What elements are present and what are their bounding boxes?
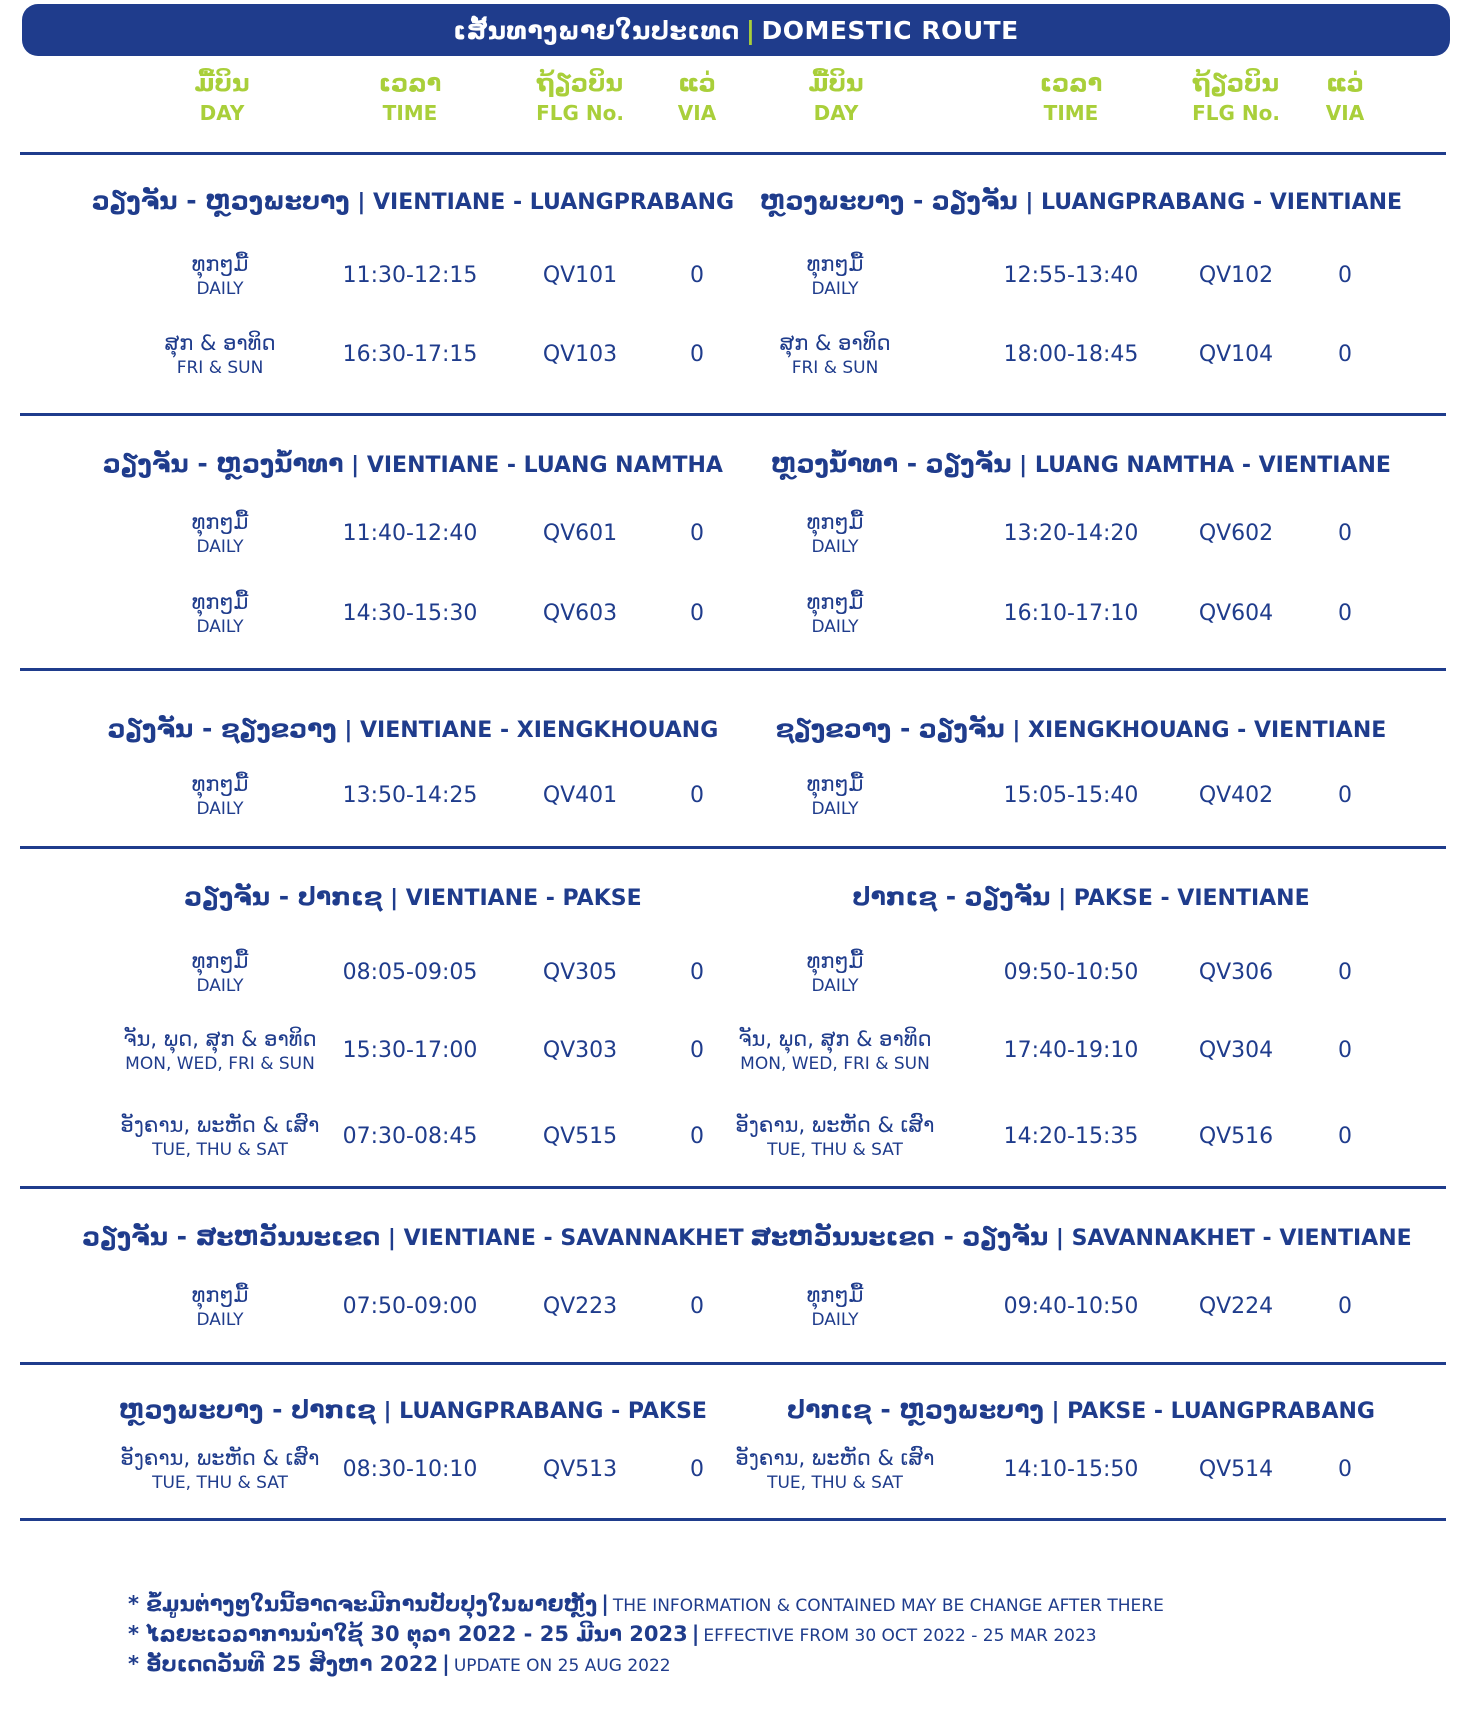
flight-number: QV103	[542, 342, 618, 367]
flight-day	[192, 770, 249, 820]
route-title-separator: |	[1017, 190, 1042, 215]
flight-day-english: DAILY	[811, 976, 859, 996]
flight-time: 14:20-15:35	[1003, 1124, 1139, 1149]
flight-day-english: MON, WED, FRI & SUN	[740, 1054, 930, 1074]
route-title-english: VIENTIANE - LUANGPRABANG	[373, 190, 735, 215]
route-title-separator: |	[380, 1226, 404, 1251]
flight-time: 13:20-14:20	[1003, 521, 1139, 546]
flight-time: 15:05-15:40	[1003, 783, 1139, 808]
flight-time: 11:40-12:40	[342, 521, 478, 546]
flight-day-lao: ທຸກໆມື້	[806, 510, 864, 534]
flight-time: 08:05-09:05	[342, 960, 478, 985]
flight-day	[192, 1281, 249, 1331]
flight-day-english: DAILY	[811, 617, 859, 637]
flight-via: 0	[690, 263, 704, 288]
route-title-lao: ປາກເຊ - ຫຼວງພະບາງ	[787, 1395, 1044, 1424]
flight-day-lao: ທຸກໆມື້	[191, 252, 249, 276]
flight-day	[807, 250, 864, 300]
flight-day-lao: ທຸກໆມື້	[191, 590, 249, 614]
flight-day	[780, 329, 891, 379]
header-day-lao: ມື້ບິນ	[194, 69, 250, 97]
footnote-update-notice	[128, 1590, 1164, 1620]
flight-day-english: DAILY	[196, 976, 244, 996]
route-title-separator: |	[1050, 886, 1074, 911]
flight-via: 0	[1338, 1124, 1352, 1149]
flight-day-english: DAILY	[196, 617, 244, 637]
flight-day-lao: ຈັນ, ພຸດ, ສຸກ & ອາທິດ	[738, 1027, 932, 1051]
route-title-separator: |	[1004, 718, 1029, 743]
banner-separator: |	[745, 15, 756, 45]
flight-time: 07:50-09:00	[342, 1294, 478, 1319]
route-title-separator: |	[349, 190, 374, 215]
flight-time: 09:50-10:50	[1003, 960, 1139, 985]
flight-number: QV104	[1198, 342, 1274, 367]
header-day-lao: ມື້ບິນ	[808, 69, 864, 97]
flight-number: QV304	[1198, 1038, 1274, 1063]
flight-number: QV303	[542, 1038, 618, 1063]
route-title-lao: ຊຽງຂວາງ - ວຽງຈັນ	[775, 714, 1005, 743]
header-day-right	[786, 68, 886, 128]
header-time-en: TIME	[1043, 101, 1099, 125]
header-flight-lao: ຖ້ຽວບິນ	[1192, 69, 1280, 97]
flight-day-lao: ທຸກໆມື້	[806, 590, 864, 614]
flight-number: QV514	[1198, 1457, 1274, 1482]
flight-day-english: DAILY	[811, 537, 859, 557]
route-title	[787, 1395, 1375, 1424]
header-via-lao: ແວ່	[1326, 69, 1364, 97]
flight-day-lao: ທຸກໆມື້	[806, 252, 864, 276]
route-title	[119, 1395, 707, 1424]
header-day-left	[172, 68, 272, 128]
flight-number: QV513	[542, 1457, 618, 1482]
flight-number: QV223	[542, 1294, 618, 1319]
footnote-english: UPDATE ON 25 AUG 2022	[453, 1656, 671, 1676]
flight-day	[738, 1025, 931, 1075]
flight-time: 11:30-12:15	[342, 263, 478, 288]
header-flight-en: FLG No.	[536, 101, 624, 125]
header-day-en: DAY	[199, 101, 245, 125]
route-title	[852, 882, 1309, 911]
page-banner	[22, 4, 1450, 56]
flight-number: QV602	[1198, 521, 1274, 546]
flight-time: 18:00-18:45	[1003, 342, 1139, 367]
section-divider	[20, 152, 1446, 155]
flight-day-lao: ສຸກ & ອາທິດ	[164, 331, 276, 355]
flight-day-lao: ອັງຄານ, ພະຫັດ & ເສົາ	[735, 1113, 935, 1137]
route-title-separator: |	[375, 1399, 400, 1424]
route-title-lao: ວຽງຈັນ - ສະຫວັນນະເຂດ	[82, 1222, 381, 1251]
route-title-english: VIENTIANE - XIENGKHOUANG	[360, 718, 719, 743]
flight-via: 0	[690, 601, 704, 626]
footnote-separator: |	[442, 1652, 450, 1676]
header-time-lao: ເວລາ	[378, 69, 442, 97]
flight-time: 13:50-14:25	[342, 783, 478, 808]
flight-day-english: TUE, THU & SAT	[152, 1473, 288, 1493]
flight-day	[807, 947, 864, 997]
route-title-separator: |	[336, 718, 361, 743]
route-title-lao: ປາກເຊ - ວຽງຈັນ	[852, 882, 1051, 911]
header-time-left	[360, 68, 460, 128]
flight-number: QV224	[1198, 1294, 1274, 1319]
flight-number: QV603	[542, 601, 618, 626]
section-divider	[20, 846, 1446, 849]
footnote-lao: * ໄລຍະເວລາການນຳໃຊ້ 30 ຕຸລາ 2022 - 25 ມີນາ 2023	[128, 1622, 688, 1646]
route-title-english: LUANG NAMTHA - VIENTIANE	[1034, 453, 1391, 478]
flight-day-english: MON, WED, FRI & SUN	[125, 1054, 315, 1074]
flight-day	[165, 329, 276, 379]
flight-via: 0	[690, 1457, 704, 1482]
flight-day-lao: ທຸກໆມື້	[191, 510, 249, 534]
header-flight-en: FLG No.	[1192, 101, 1280, 125]
route-title-english: LUANGPRABANG - PAKSE	[399, 1399, 707, 1424]
flight-number: QV305	[542, 960, 618, 985]
flight-time: 14:30-15:30	[342, 601, 478, 626]
flight-via: 0	[690, 960, 704, 985]
flight-via: 0	[690, 1038, 704, 1063]
flight-day-lao: ອັງຄານ, ພະຫັດ & ເສົາ	[120, 1446, 320, 1470]
route-title-english: PAKSE - LUANGPRABANG	[1067, 1399, 1375, 1424]
route-title-english: SAVANNAKHET - VIENTIANE	[1071, 1226, 1412, 1251]
flight-day	[120, 1111, 319, 1161]
route-title	[82, 1222, 743, 1251]
flight-time: 17:40-19:10	[1003, 1038, 1139, 1063]
flight-day-lao: ທຸກໆມື້	[806, 1283, 864, 1307]
section-divider	[20, 413, 1446, 416]
banner-english-title: DOMESTIC ROUTE	[761, 15, 1019, 45]
route-title-english: VIENTIANE - LUANG NAMTHA	[366, 453, 723, 478]
header-time-en: TIME	[382, 101, 438, 125]
route-title	[92, 186, 734, 215]
flight-via: 0	[1338, 1294, 1352, 1319]
flight-via: 0	[1338, 342, 1352, 367]
flight-time: 15:30-17:00	[342, 1038, 478, 1063]
section-divider	[20, 668, 1446, 671]
header-via-en: VIA	[1325, 101, 1365, 125]
route-title-lao: ວຽງຈັນ - ຫຼວງພະບາງ	[91, 186, 350, 215]
flight-day-lao: ທຸກໆມື້	[806, 772, 864, 796]
flight-day-lao: ທຸກໆມື້	[806, 949, 864, 973]
footnote-update-date	[128, 1650, 1164, 1680]
footnotes	[128, 1590, 1164, 1680]
section-divider	[20, 1518, 1446, 1521]
flight-day-english: DAILY	[811, 1310, 859, 1330]
flight-number: QV101	[542, 263, 618, 288]
route-title	[760, 186, 1402, 215]
flight-day	[192, 588, 249, 638]
flight-day-english: DAILY	[196, 799, 244, 819]
route-title-english: XIENGKHOUANG - VIENTIANE	[1028, 718, 1387, 743]
flight-day	[123, 1025, 316, 1075]
flight-day	[735, 1444, 934, 1494]
header-time-lao: ເວລາ	[1039, 69, 1103, 97]
route-title-english: LUANGPRABANG - VIENTIANE	[1041, 190, 1403, 215]
route-title	[108, 714, 719, 743]
flight-via: 0	[690, 342, 704, 367]
flight-day-english: DAILY	[811, 279, 859, 299]
flight-day	[807, 588, 864, 638]
flight-via: 0	[1338, 783, 1352, 808]
flight-day-english: DAILY	[196, 279, 244, 299]
route-title-lao: ວຽງຈັນ - ຫຼວງນ້ຳທາ	[103, 449, 344, 478]
route-title	[184, 882, 641, 911]
flight-via: 0	[1338, 1038, 1352, 1063]
route-title	[771, 449, 1391, 478]
flight-via: 0	[1338, 521, 1352, 546]
flight-day-lao: ອັງຄານ, ພະຫັດ & ເສົາ	[735, 1446, 935, 1470]
flight-time: 14:10-15:50	[1003, 1457, 1139, 1482]
route-title-lao: ຫຼວງພະບາງ - ວຽງຈັນ	[759, 186, 1018, 215]
footnote-english: EFFECTIVE FROM 30 OCT 2022 - 25 MAR 2023	[703, 1626, 1097, 1646]
flight-day	[807, 770, 864, 820]
header-time-right	[1021, 68, 1121, 128]
flight-day-english: FRI & SUN	[176, 358, 264, 378]
flight-time: 16:10-17:10	[1003, 601, 1139, 626]
flight-number: QV102	[1198, 263, 1274, 288]
flight-day-english: TUE, THU & SAT	[152, 1140, 288, 1160]
flight-day	[807, 508, 864, 558]
flight-via: 0	[1338, 960, 1352, 985]
route-title-separator: |	[382, 886, 406, 911]
route-title	[776, 714, 1387, 743]
flight-number: QV306	[1198, 960, 1274, 985]
route-title-separator: |	[343, 453, 367, 478]
header-day-en: DAY	[813, 101, 859, 125]
footnote-english: THE INFORMATION & CONTAINED MAY BE CHANGE AFTER THERE	[612, 1596, 1164, 1616]
flight-day-english: DAILY	[811, 799, 859, 819]
flight-day	[192, 508, 249, 558]
flight-day-english: DAILY	[196, 537, 244, 557]
flight-day	[192, 947, 249, 997]
header-flight-right	[1176, 68, 1296, 128]
flight-day-lao: ທຸກໆມື້	[191, 1283, 249, 1307]
flight-day-english: DAILY	[196, 1310, 244, 1330]
banner-lao-title: ເສັ້ນທາງພາຍໃນປະເທດ	[453, 15, 740, 45]
flight-time: 09:40-10:50	[1003, 1294, 1139, 1319]
flight-day-lao: ສຸກ & ອາທິດ	[779, 331, 891, 355]
route-title-english: VIENTIANE - SAVANNAKHET	[403, 1226, 744, 1251]
flight-via: 0	[690, 1294, 704, 1319]
footnote-effective-dates	[128, 1620, 1164, 1650]
route-title-lao: ຫຼວງນ້ຳທາ - ວຽງຈັນ	[771, 449, 1012, 478]
header-via-left	[667, 68, 727, 128]
route-title-lao: ວຽງຈັນ - ຊຽງຂວາງ	[107, 714, 337, 743]
section-divider	[20, 1186, 1446, 1189]
flight-day-lao: ຈັນ, ພຸດ, ສຸກ & ອາທິດ	[123, 1027, 317, 1051]
route-title	[750, 1222, 1411, 1251]
footnote-lao: * ຂໍ້ມູນຕ່າງໆໃນນີ້ອາດຈະມີການປັບປຸງໃນພາຍຫຼັງ	[128, 1592, 598, 1616]
flight-day-english: FRI & SUN	[791, 358, 879, 378]
flight-via: 0	[690, 521, 704, 546]
flight-day	[807, 1281, 864, 1331]
flight-day-english: TUE, THU & SAT	[767, 1473, 903, 1493]
flight-time: 12:55-13:40	[1003, 263, 1139, 288]
flight-time: 08:30-10:10	[342, 1457, 478, 1482]
header-via-lao: ແວ່	[678, 69, 716, 97]
route-title-lao: ສະຫວັນນະເຂດ - ວຽງຈັນ	[750, 1222, 1049, 1251]
flight-time: 16:30-17:15	[342, 342, 478, 367]
flight-time: 07:30-08:45	[342, 1124, 478, 1149]
section-divider	[20, 1362, 1446, 1365]
flight-number: QV601	[542, 521, 618, 546]
flight-number: QV515	[542, 1124, 618, 1149]
flight-via: 0	[1338, 1457, 1352, 1482]
flight-day-lao: ທຸກໆມື້	[191, 772, 249, 796]
flight-number: QV604	[1198, 601, 1274, 626]
route-title-separator: |	[1011, 453, 1035, 478]
footnote-separator: |	[601, 1592, 609, 1616]
route-title-english: PAKSE - VIENTIANE	[1073, 886, 1310, 911]
route-title-separator: |	[1043, 1399, 1068, 1424]
route-title	[103, 449, 723, 478]
flight-day-english: TUE, THU & SAT	[767, 1140, 903, 1160]
footnote-lao: * ອັບເດດວັນທີ 25 ສິງຫາ 2022	[128, 1652, 439, 1676]
header-flight-left	[520, 68, 640, 128]
footnote-separator: |	[691, 1622, 700, 1646]
header-via-en: VIA	[677, 101, 717, 125]
route-title-separator: |	[1048, 1226, 1072, 1251]
header-via-right	[1315, 68, 1375, 128]
flight-via: 0	[1338, 263, 1352, 288]
flight-day	[735, 1111, 934, 1161]
route-title-lao: ວຽງຈັນ - ປາກເຊ	[184, 882, 383, 911]
flight-day-lao: ອັງຄານ, ພະຫັດ & ເສົາ	[120, 1113, 320, 1137]
flight-via: 0	[1338, 601, 1352, 626]
route-title-lao: ຫຼວງພະບາງ - ປາກເຊ	[119, 1395, 376, 1424]
flight-day	[120, 1444, 319, 1494]
flight-number: QV516	[1198, 1124, 1274, 1149]
route-title-english: VIENTIANE - PAKSE	[405, 886, 642, 911]
header-flight-lao: ຖ້ຽວບິນ	[536, 69, 624, 97]
flight-number: QV401	[542, 783, 618, 808]
flight-via: 0	[690, 1124, 704, 1149]
flight-day-lao: ທຸກໆມື້	[191, 949, 249, 973]
flight-day	[192, 250, 249, 300]
flight-via: 0	[690, 783, 704, 808]
flight-number: QV402	[1198, 783, 1274, 808]
